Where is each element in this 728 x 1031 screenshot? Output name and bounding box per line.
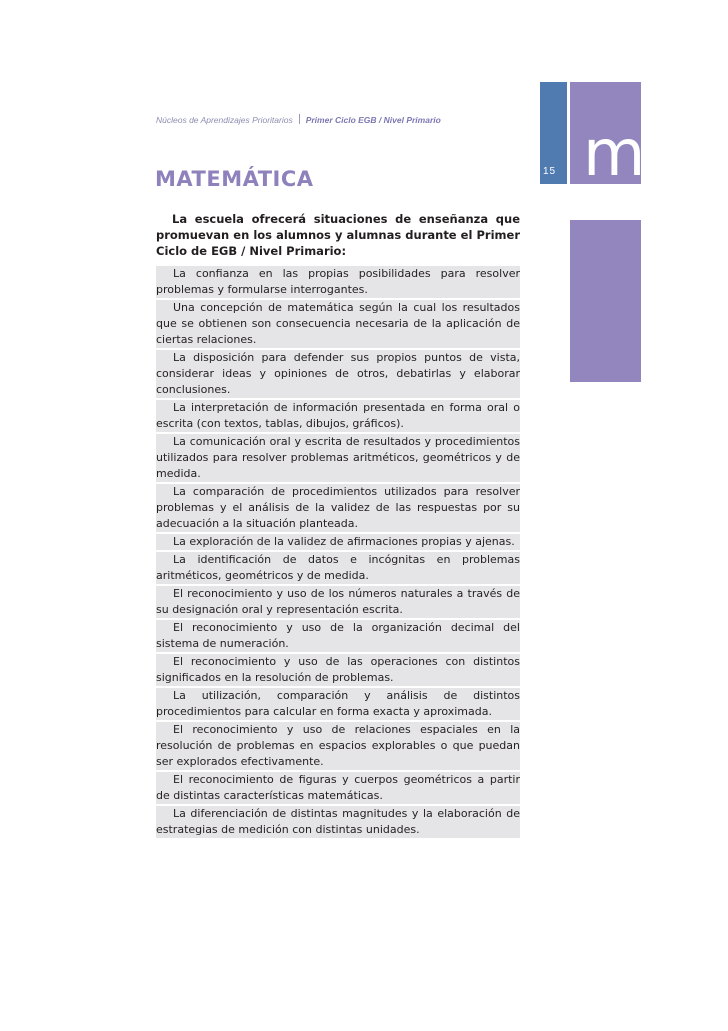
intro-paragraph: La escuela ofrecerá situaciones de enseñanza que promuevan en los alumnos y alumnas durante el Primer Ciclo de EGB / Nivel Primario: xyxy=(156,212,520,258)
page-title: MATEMÁTICA xyxy=(155,167,314,191)
page-number: 15 xyxy=(543,166,557,177)
list-item: La diferenciación de distintas magnitudes y la elaboración de estrategias de medición con distintas unidades. xyxy=(156,807,520,836)
list-item: La identificación de datos e incógnitas en problemas aritméticos, geométricos y de medida. xyxy=(156,553,520,582)
list-item: El reconocimiento y uso de relaciones espaciales en la resolución de problemas en espacios explorables o que puedan ser explorados efectivamente. xyxy=(156,723,520,768)
list-item: La exploración de la validez de afirmaciones propias y ajenas. xyxy=(156,534,520,550)
running-header-series: Núcleos de Aprendizajes Prioritarios xyxy=(156,115,293,125)
list-item: Una concepción de matemática según la cual los resultados que se obtienen son consecuencia necesaria de la aplicación de ciertas relaciones. xyxy=(156,301,520,346)
list-item: El reconocimiento y uso de las operaciones con distintos significados en la resolución de problemas. xyxy=(156,655,520,684)
list-item: La disposición para defender sus propios puntos de vista, considerar ideas y opiniones de otros, debatirlas y elaborar conclusiones. xyxy=(156,351,520,396)
list-item: La comparación de procedimientos utilizados para resolver problemas y el análisis de la validez de las respuestas por su adecuación a la situación planteada. xyxy=(156,485,520,530)
list-item: La utilización, comparación y análisis de distintos procedimientos para calcular en forma exacta y aproximada. xyxy=(156,689,520,718)
section-letter: m xyxy=(583,117,646,191)
running-header-separator xyxy=(299,114,300,124)
learning-items-list xyxy=(156,266,520,840)
list-item: La comunicación oral y escrita de resultados y procedimientos utilizados para resolver problemas aritméticos, geométricos y de medida. xyxy=(156,435,520,480)
side-tab-purple-lower-bar xyxy=(570,220,641,382)
list-item: El reconocimiento y uso de la organización decimal del sistema de numeración. xyxy=(156,621,520,650)
running-header xyxy=(156,114,441,125)
list-item: El reconocimiento de figuras y cuerpos geométricos a partir de distintas características matemáticas. xyxy=(156,773,520,802)
list-item: El reconocimiento y uso de los números naturales a través de su designación oral y representación escrita. xyxy=(156,587,520,616)
list-item: La confianza en las propias posibilidades para resolver problemas y formularse interrogantes. xyxy=(156,267,520,296)
list-item: La interpretación de información presentada en forma oral o escrita (con textos, tablas, dibujos, gráficos). xyxy=(156,401,520,430)
running-header-cycle: Primer Ciclo EGB / Nivel Primario xyxy=(305,115,441,125)
